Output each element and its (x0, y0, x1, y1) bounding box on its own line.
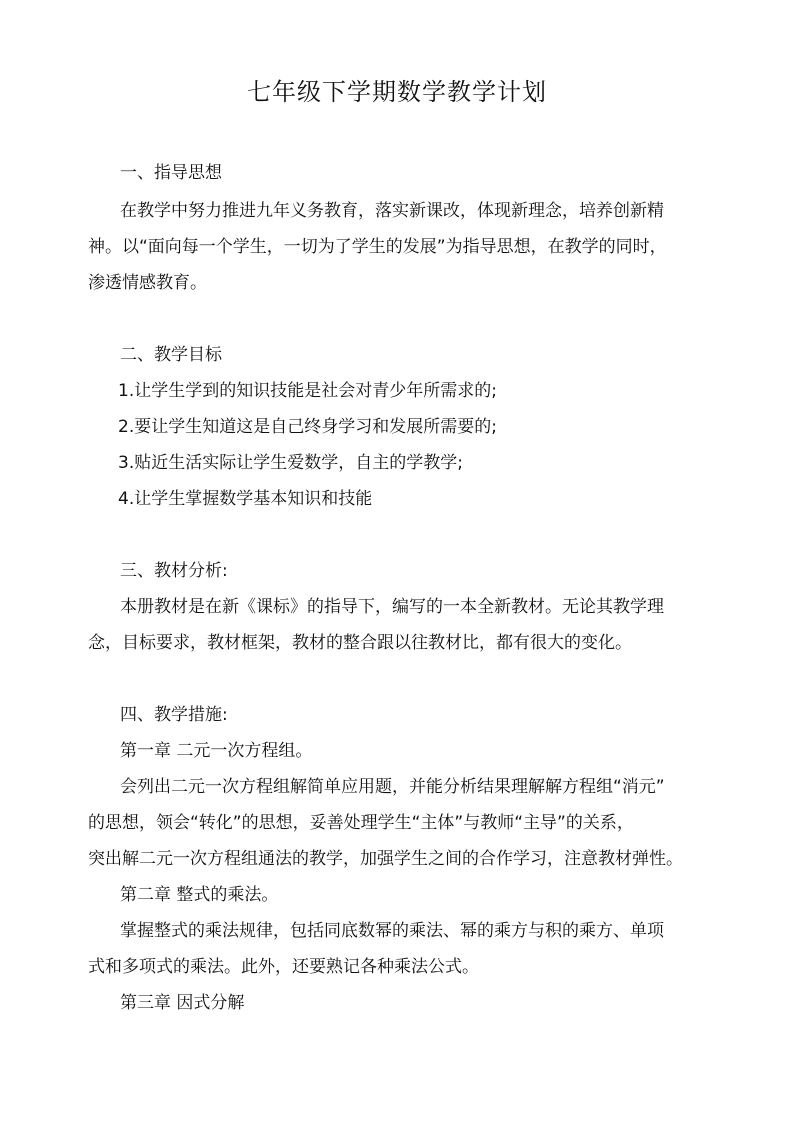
section-heading-textbook-analysis: 三、教材分析: (120, 561, 228, 581)
paragraph-line: 掌握整式的乘法规律，包括同底数幂的乘法、幂的乘方与积的乘方、单项 (120, 921, 664, 941)
section-heading-teaching-measures: 四、教学措施: (120, 705, 228, 725)
list-item: 4.让学生掌握数学基本知识和技能 (118, 489, 373, 509)
section-heading-guiding-thought: 一、指导思想 (120, 163, 222, 183)
paragraph-line: 本册教材是在新《课标》的指导下，编写的一本全新教材。无论其教学理 (120, 597, 664, 617)
list-item: 2.要让学生知道这是自己终身学习和发展所需要的; (118, 417, 497, 437)
paragraph-line: 突出解二元一次方程组通法的教学，加强学生之间的合作学习，注意教材弹性。 (88, 849, 683, 869)
list-item: 3.贴近生活实际让学生爱数学，自主的学教学; (118, 453, 463, 473)
chapter-title: 第三章 因式分解 (120, 993, 245, 1013)
paragraph-line: 的思想，领会“转化”的思想，妥善处理学生“主体”与教师“主导”的关系， (88, 813, 634, 833)
chapter-title: 第一章 二元一次方程组。 (120, 741, 313, 761)
list-item: 1.让学生学到的知识技能是社会对青少年所需求的; (118, 381, 497, 401)
paragraph-line: 念，目标要求，教材框架，教材的整合跟以往教材比，都有很大的变化。 (88, 633, 632, 653)
paragraph-line: 渗透情感教育。 (88, 273, 207, 293)
paragraph-line: 式和多项式的乘法。此外，还要熟记各种乘法公式。 (88, 957, 479, 977)
page-title: 七年级下学期数学教学计划 (247, 78, 547, 106)
section-heading-teaching-goals: 二、教学目标 (120, 345, 222, 365)
paragraph-line: 会列出二元一次方程组解简单应用题，并能分析结果理解解方程组“消元” (120, 777, 665, 797)
paragraph-line: 在教学中努力推进九年义务教育，落实新课改，体现新理念，培养创新精 (120, 201, 664, 221)
paragraph-line: 神。以“面向每一个学生，一切为了学生的发展”为指导思想，在教学的同时， (88, 237, 667, 257)
chapter-title: 第二章 整式的乘法。 (120, 885, 279, 905)
